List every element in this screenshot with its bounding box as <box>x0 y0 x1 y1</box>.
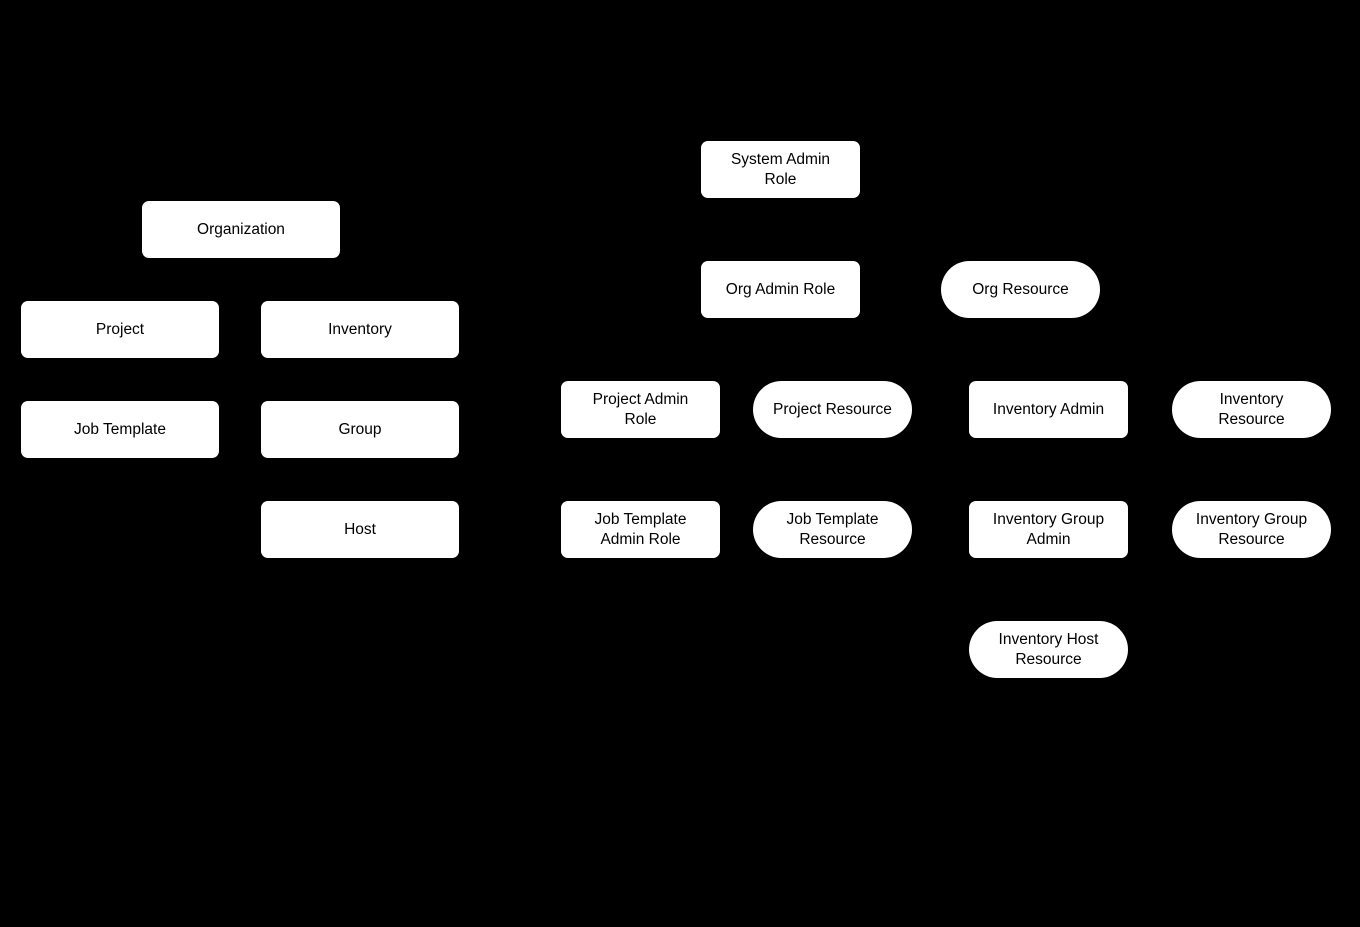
node-label <box>30 420 210 440</box>
node-label-line: Role <box>624 410 657 428</box>
node-label-line: Admin <box>1026 530 1071 548</box>
node-label-line: Project Admin <box>592 390 689 408</box>
node-label-line: Inventory <box>328 320 392 338</box>
node-label-line: Resource <box>1218 530 1285 548</box>
node-label-line: Resource <box>1015 650 1082 668</box>
node-label <box>978 400 1119 420</box>
node-project-admin-role <box>561 381 720 438</box>
node-label <box>270 520 450 540</box>
node-label <box>950 280 1091 300</box>
node-label-line: Host <box>344 520 376 538</box>
node-label <box>1181 390 1322 430</box>
node-label <box>978 510 1119 550</box>
node-inventory-resource <box>1172 381 1331 438</box>
node-label-line: Resource <box>799 530 866 548</box>
node-label-line: Inventory Host <box>998 630 1099 648</box>
node-label <box>710 150 851 190</box>
node-label <box>710 280 851 300</box>
node-label <box>270 420 450 440</box>
node-label-line: System Admin <box>730 150 831 168</box>
node-job-template <box>21 401 219 458</box>
node-label-line: Job Template <box>786 510 879 528</box>
node-label <box>762 510 903 550</box>
node-host <box>261 501 459 558</box>
node-organization <box>142 201 340 258</box>
node-system-admin-role <box>701 141 860 198</box>
node-label-line: Org Resource <box>972 280 1069 298</box>
node-inventory-host-resource <box>969 621 1128 678</box>
node-project-resource <box>753 381 912 438</box>
node-label <box>151 220 331 240</box>
node-project <box>21 301 219 358</box>
node-label <box>570 510 711 550</box>
node-org-resource <box>941 261 1100 318</box>
node-label <box>570 390 711 430</box>
node-group <box>261 401 459 458</box>
node-label-line: Inventory Group <box>992 510 1105 528</box>
node-label <box>978 630 1119 670</box>
node-job-template-resource <box>753 501 912 558</box>
node-label <box>30 320 210 340</box>
node-label-line: Resource <box>1218 410 1285 428</box>
node-label-line: Inventory Group <box>1195 510 1308 528</box>
node-label-line: Role <box>764 170 797 188</box>
node-label-line: Inventory Admin <box>992 400 1105 418</box>
node-label-line: Organization <box>197 220 285 238</box>
node-label-line: Job Template <box>594 510 687 528</box>
node-inventory-admin <box>969 381 1128 438</box>
node-label-line: Admin Role <box>600 530 681 548</box>
node-label-line: Project Resource <box>773 400 892 418</box>
node-label-line: Job Template <box>74 420 166 438</box>
node-label-line: Group <box>338 420 382 438</box>
node-inventory <box>261 301 459 358</box>
node-label-line: Org Admin Role <box>725 280 836 298</box>
node-inventory-group-resource <box>1172 501 1331 558</box>
node-label <box>270 320 450 340</box>
node-label <box>762 400 903 420</box>
node-inventory-group-admin <box>969 501 1128 558</box>
node-label <box>1181 510 1322 550</box>
node-label-line: Inventory <box>1219 390 1284 408</box>
node-job-template-admin-role <box>561 501 720 558</box>
node-label-line: Project <box>95 320 145 338</box>
node-org-admin-role <box>701 261 860 318</box>
